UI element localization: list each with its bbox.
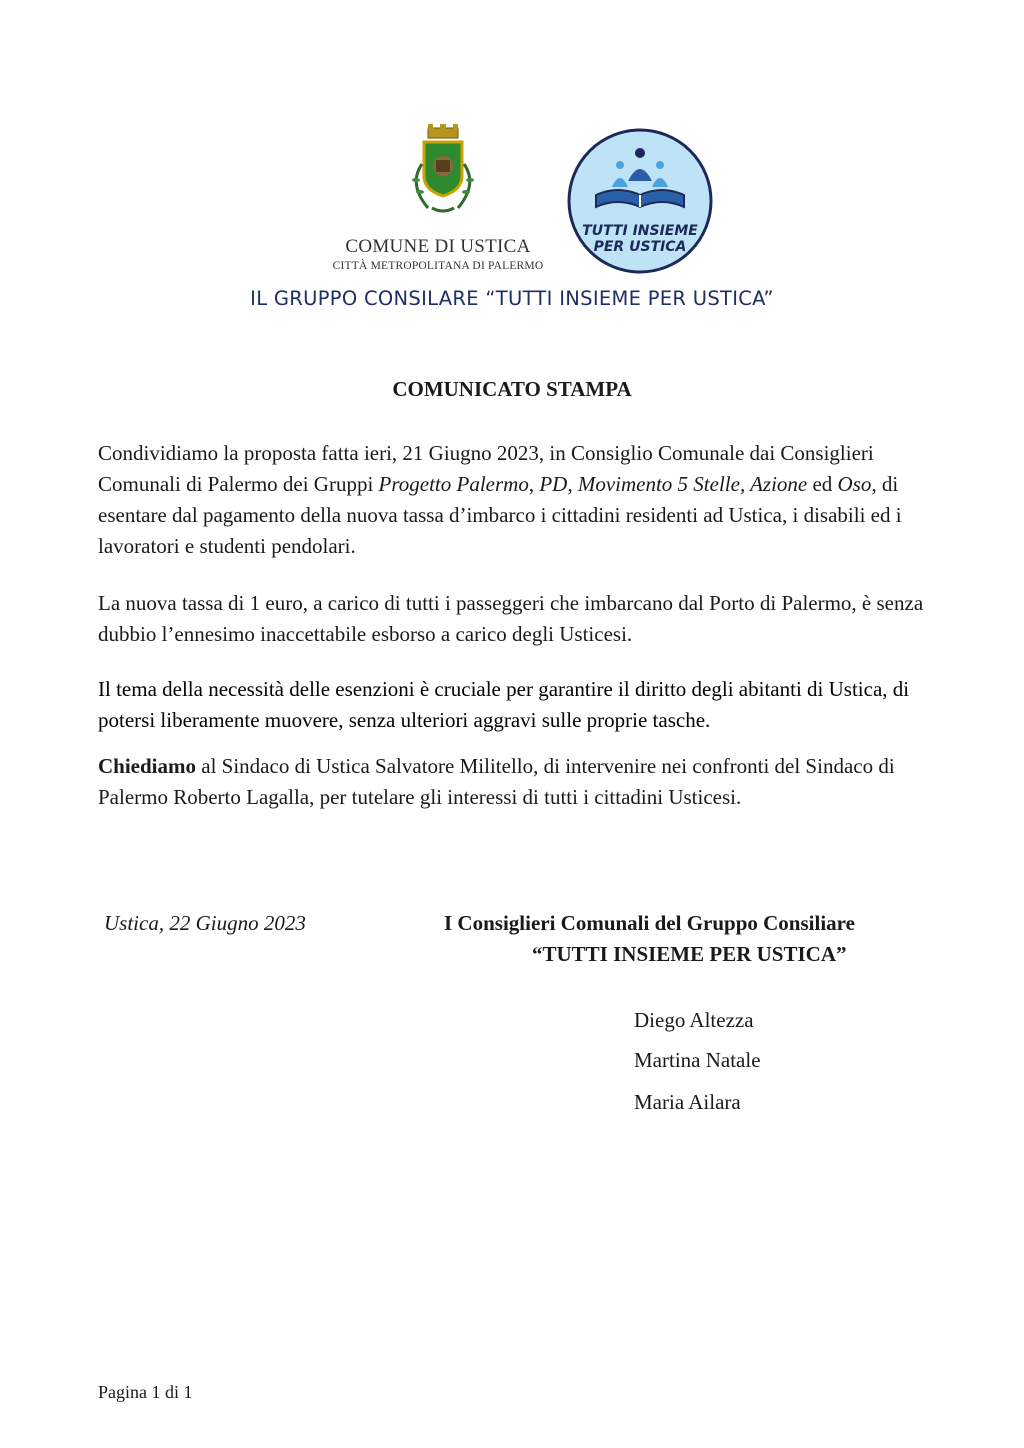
page-number: Pagina 1 di 1 (98, 1382, 193, 1402)
paragraph-3: Il tema della necessità delle esenzioni è cruciale per garantire il diritto degli abitanti di Ustica, di potersi liberamente muovere, senza ulteriori aggravi sulle proprie tasche. (98, 677, 910, 732)
press-release-title: COMUNICATO STAMPA (392, 377, 632, 401)
signer-name: Diego Altezza (634, 1008, 754, 1032)
group-logo-line1: TUTTI INSIEME (582, 223, 698, 239)
group-heading: IL GRUPPO CONSILARE “TUTTI INSIEME PER USTICA” (250, 287, 774, 310)
signer-name: Martina Natale (634, 1048, 761, 1072)
comune-subtitle: CITTÀ METROPOLITANA DI PALERMO (332, 260, 544, 272)
place-date: Ustica, 22 Giugno 2023 (104, 911, 306, 935)
group-logo (566, 127, 714, 275)
comune-coat-of-arms (398, 124, 488, 216)
signoff-line-1: I Consiglieri Comunali del Gruppo Consiliare (444, 911, 855, 935)
paragraph-2: La nuova tassa di 1 euro, a carico di tutti i passeggeri che imbarcano dal Porto di Palermo, è senza dubbio l’ennesimo inaccettabile esborso a carico degli Usticesi. (98, 591, 924, 646)
paragraph-1: Condividiamo la proposta fatta ieri, 21 Giugno 2023, in Consiglio Comunale dai Consiglieri Comunali di Palermo dei Gruppi Progetto Palermo, PD, Movimento 5 Stelle, Azione ed Oso, di esentare dal pagamento della nuova tassa d’imbarco i cittadini residenti ad Ustica, i disabili ed i lavoratori e studenti pendolari. (98, 441, 902, 558)
signoff-line-2: “TUTTI INSIEME PER USTICA” (532, 942, 847, 966)
comune-name: COMUNE DI USTICA (345, 236, 531, 257)
signer-name: Maria Ailara (634, 1090, 741, 1114)
group-logo-line2: PER USTICA (593, 239, 687, 255)
paragraph-4: Chiediamo al Sindaco di Ustica Salvatore Militello, di intervenire nei confronti del Sindaco di Palermo Roberto Lagalla, per tutelare gli interessi di tutti i cittadini Usticesi. (98, 754, 895, 809)
